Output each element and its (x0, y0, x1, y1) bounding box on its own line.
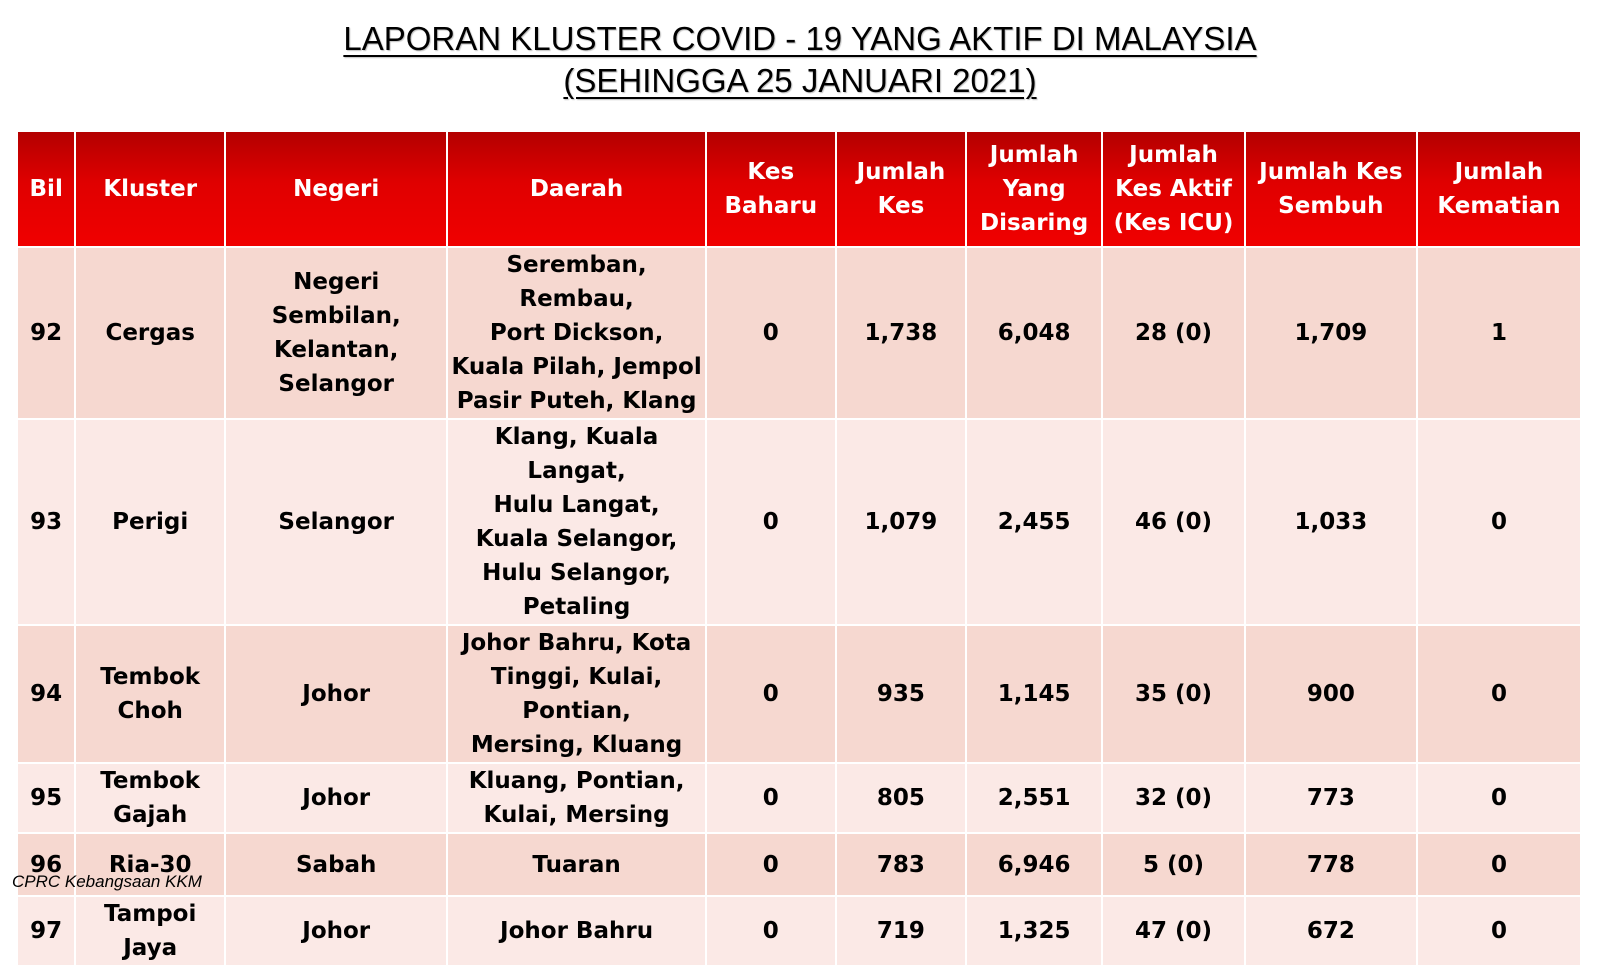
disaring-cell: 1,145 (967, 626, 1101, 762)
disaring-cell: 2,455 (967, 420, 1101, 624)
daerah-cell (448, 764, 704, 832)
daerah-cell-line: Hulu Selangor, (482, 560, 671, 586)
daerah-cell (448, 420, 704, 624)
kluster-cell (76, 764, 224, 832)
kematian-cell: 0 (1418, 626, 1580, 762)
table-header-row (18, 132, 1580, 246)
kematian-cell: 0 (1418, 764, 1580, 832)
column-header-text: Jumlah (1129, 142, 1218, 168)
kes-baharu-cell: 0 (707, 248, 835, 418)
source-footer: CPRC Kebangsaan KKM (12, 872, 202, 891)
kluster-cell (76, 248, 224, 418)
disaring-cell: 6,048 (967, 248, 1101, 418)
report-title (0, 18, 1600, 102)
daerah-cell-line: Kuala Pilah, Jempol (451, 354, 702, 380)
daerah-cell-line: Hulu Langat, (493, 492, 660, 518)
kes-aktif-cell: 46 (0) (1103, 420, 1243, 624)
daerah-cell (448, 897, 704, 965)
jumlah-kes-cell: 783 (837, 834, 965, 895)
column-header-negeri (226, 132, 446, 246)
kes-baharu-cell: 0 (707, 420, 835, 624)
kematian-cell: 0 (1418, 897, 1580, 965)
column-header-text: Daerah (529, 176, 624, 202)
daerah-cell-line: Kulai, Mersing (483, 802, 670, 828)
negeri-cell (226, 248, 446, 418)
negeri-cell-line: Selangor (278, 509, 394, 535)
report-title-line-1: LAPORAN KLUSTER COVID - 19 YANG AKTIF DI MALAYSIA (343, 20, 1257, 57)
kes-baharu-cell: 0 (707, 834, 835, 895)
jumlah-kes-cell: 1,079 (837, 420, 965, 624)
disaring-cell: 6,946 (967, 834, 1101, 895)
column-header-text: Negeri (293, 176, 380, 202)
negeri-cell-line: Johor (302, 681, 371, 707)
bil-cell: 93 (18, 420, 74, 624)
daerah-cell-line: Kluang, Pontian, (468, 768, 685, 794)
negeri-cell-line: Selangor (278, 371, 394, 397)
table-row (18, 764, 1580, 832)
column-header-jumlah-kematian (1418, 132, 1580, 246)
daerah-cell-line: Johor Bahru, Kota (461, 630, 692, 656)
disaring-cell: 1,325 (967, 897, 1101, 965)
column-header-text: Jumlah (1454, 159, 1544, 185)
kluster-cell (76, 626, 224, 762)
report-title-line-2: (SEHINGGA 25 JANUARI 2021) (563, 62, 1037, 99)
column-header-text: Jumlah (989, 142, 1079, 168)
kluster-cell-line: Tembok (100, 664, 201, 690)
column-header-text: Kes Aktif (1115, 176, 1232, 202)
bil-cell: 95 (18, 764, 74, 832)
kluster-cell-line: Tembok (100, 768, 201, 794)
column-header-text: Jumlah Kes (1259, 159, 1403, 185)
kluster-cell-line: Perigi (112, 509, 189, 535)
cluster-table (16, 130, 1582, 967)
kes-aktif-cell: 32 (0) (1103, 764, 1243, 832)
negeri-cell-line: Sabah (295, 851, 377, 878)
daerah-cell (448, 834, 704, 895)
kes-baharu-cell: 0 (707, 764, 835, 832)
negeri-cell (226, 764, 446, 832)
kluster-cell-line: Gajah (113, 802, 188, 828)
jumlah-kes-cell: 719 (837, 897, 965, 965)
kes-aktif-cell: 35 (0) (1103, 626, 1243, 762)
negeri-cell-line: Negeri Sembilan, (271, 269, 401, 329)
table-row (18, 420, 1580, 624)
column-header-text: Kematian (1437, 193, 1561, 219)
daerah-cell-line: Johor Bahru (500, 918, 654, 944)
sembuh-cell: 778 (1246, 834, 1416, 895)
bil-cell: 92 (18, 248, 74, 418)
column-header-jumlah-kes-sembuh (1246, 132, 1416, 246)
kluster-cell-line: Tampoi Jaya (104, 901, 197, 961)
daerah-cell (448, 626, 704, 762)
column-header-daerah (448, 132, 704, 246)
kluster-cell (76, 420, 224, 624)
kes-baharu-cell: 0 (707, 626, 835, 762)
daerah-cell-line: Tuaran (532, 851, 621, 878)
column-header-text: Yang (1002, 176, 1066, 202)
column-header-text: Jumlah (856, 159, 946, 185)
daerah-cell-line: Pasir Puteh, Klang (456, 388, 697, 414)
negeri-cell (226, 626, 446, 762)
disaring-cell: 2,551 (967, 764, 1101, 832)
table-row (18, 834, 1580, 895)
jumlah-kes-cell: 1,738 (837, 248, 965, 418)
column-header-text: Disaring (980, 210, 1089, 236)
negeri-cell (226, 834, 446, 895)
daerah-cell-line: Petaling (522, 594, 631, 620)
sembuh-cell: 1,709 (1246, 248, 1416, 418)
kluster-cell-line: Ria-30 (108, 851, 192, 878)
negeri-cell (226, 420, 446, 624)
column-header-text: (Kes ICU) (1113, 210, 1234, 236)
kluster-cell (76, 897, 224, 965)
column-header-text: Kes (747, 159, 795, 185)
daerah-cell-line: Kuala Selangor, (475, 526, 678, 552)
bil-cell: 97 (18, 897, 74, 965)
negeri-cell-line: Johor (302, 918, 371, 944)
column-header-kluster (76, 132, 224, 246)
daerah-cell-line: Seremban, Rembau, (506, 252, 647, 312)
daerah-cell-line: Tinggi, Kulai, Pontian, (490, 664, 663, 724)
kluster-cell-line: Choh (117, 698, 183, 724)
kematian-cell: 0 (1418, 834, 1580, 895)
jumlah-kes-cell: 935 (837, 626, 965, 762)
column-header-text: Kluster (103, 176, 198, 202)
table-row (18, 626, 1580, 762)
column-header-jumlah-disaring (967, 132, 1101, 246)
sembuh-cell: 672 (1246, 897, 1416, 965)
negeri-cell (226, 897, 446, 965)
column-header-text: Baharu (724, 193, 818, 219)
daerah-cell-line: Mersing, Kluang (470, 732, 683, 758)
kes-aktif-cell: 47 (0) (1103, 897, 1243, 965)
table-body (18, 248, 1580, 965)
negeri-cell-line: Johor (302, 785, 371, 811)
kes-baharu-cell: 0 (707, 897, 835, 965)
sembuh-cell: 1,033 (1246, 420, 1416, 624)
kematian-cell: 1 (1418, 248, 1580, 418)
column-header-text: Kes (877, 193, 925, 219)
bil-cell: 96 (18, 834, 74, 895)
daerah-cell (448, 248, 704, 418)
daerah-cell-line: Klang, Kuala Langat, (494, 424, 659, 484)
negeri-cell-line: Kelantan, (273, 337, 399, 363)
column-header-text: Sembuh (1278, 193, 1384, 219)
bil-cell: 94 (18, 626, 74, 762)
column-header-kes-baharu (707, 132, 835, 246)
table-row (18, 897, 1580, 965)
column-header-jumlah-kes-aktif (1103, 132, 1243, 246)
kluster-cell-line: Cergas (105, 320, 195, 346)
column-header-text: Bil (29, 176, 63, 202)
sembuh-cell: 773 (1246, 764, 1416, 832)
column-header-jumlah-kes (837, 132, 965, 246)
column-header-bil (18, 132, 74, 246)
kematian-cell: 0 (1418, 420, 1580, 624)
table-row (18, 248, 1580, 418)
daerah-cell-line: Port Dickson, (489, 320, 664, 346)
sembuh-cell: 900 (1246, 626, 1416, 762)
kes-aktif-cell: 5 (0) (1103, 834, 1243, 895)
jumlah-kes-cell: 805 (837, 764, 965, 832)
kes-aktif-cell: 28 (0) (1103, 248, 1243, 418)
